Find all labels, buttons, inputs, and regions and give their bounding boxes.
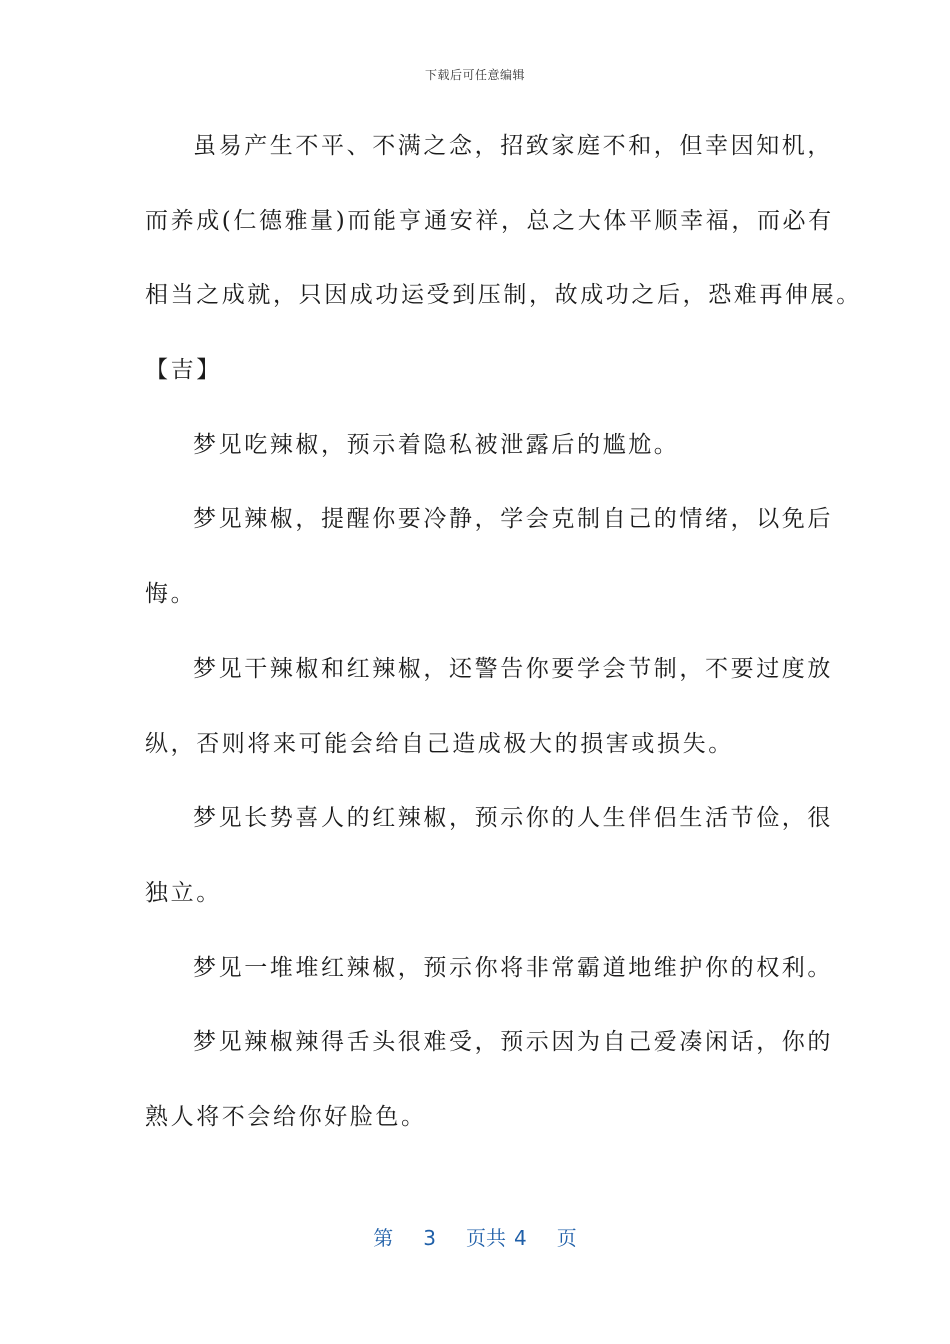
footer-middle: 页共: [466, 1226, 506, 1250]
text-line-14: 熟人将不会给你好脸色。: [145, 1103, 427, 1130]
text-line-7: 悔。: [145, 581, 197, 608]
section-heading-ji: 【吉】: [145, 357, 222, 384]
text-line-10: 梦见长势喜人的红辣椒，预示你的人生伴侣生活节俭，很: [193, 805, 833, 832]
text-line-6: 梦见辣椒，提醒你要冷静，学会克制自己的情绪，以免后: [193, 506, 833, 533]
text-line-5: 梦见吃辣椒，预示着隐私被泄露后的尴尬。: [193, 431, 680, 458]
text-line-12: 梦见一堆堆红辣椒，预示你将非常霸道地维护你的权利。: [193, 954, 833, 981]
text-line-9: 纵，否则将来可能会给自己造成极大的损害或损失。: [145, 730, 734, 757]
document-body: [145, 120, 862, 1166]
page-header: 下载后可任意编辑: [424, 68, 525, 82]
text-line-1: 虽易产生不平、不满之念，招致家庭不和，但幸因知机，: [193, 133, 833, 159]
page-footer: [0, 1222, 950, 1251]
footer-suffix: 页: [556, 1226, 577, 1250]
footer-total-pages: 4: [514, 1226, 527, 1250]
text-line-13: 梦见辣椒辣得舌头很难受，预示因为自己爱凑闲话，你的: [193, 1029, 833, 1056]
footer-current-page: 3: [423, 1226, 436, 1250]
text-line-3: 相当之成就，只因成功运受到压制，故成功之后，恐难再伸展。: [145, 282, 862, 309]
footer-prefix: 第: [373, 1226, 394, 1250]
text-line-2: 而养成(仁德雅量)而能亨通安祥，总之大体平顺幸福，而必有: [145, 207, 834, 234]
text-line-11: 独立。: [145, 879, 222, 906]
text-line-8: 梦见干辣椒和红辣椒，还警告你要学会节制，不要过度放: [193, 655, 833, 682]
